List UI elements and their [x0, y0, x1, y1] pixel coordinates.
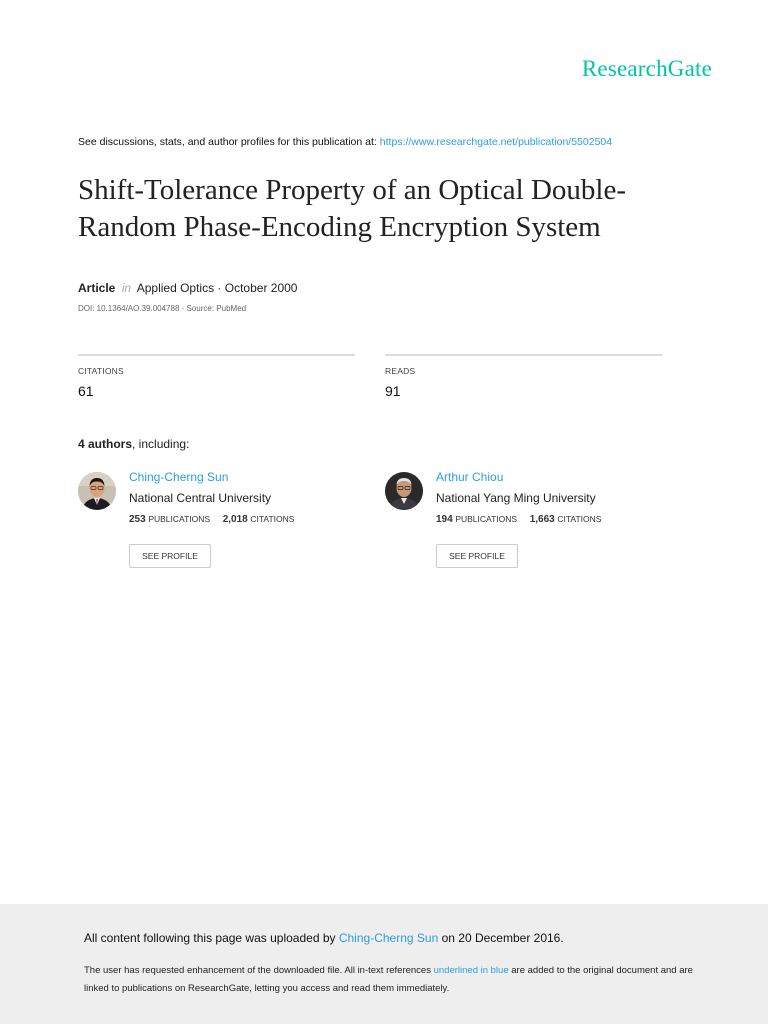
author-publications-count: 253 [129, 514, 146, 525]
upload-prefix: All content following this page was uploaded by [84, 931, 336, 945]
note-link[interactable]: underlined in blue [433, 965, 509, 976]
upload-notice [84, 931, 564, 945]
see-profile-button[interactable]: SEE PROFILE [436, 544, 518, 568]
note-suffix: are added to the original document and are linked to publications on ResearchGate, letting you access and read them immediately. [84, 965, 693, 994]
meta-in-label: in [121, 281, 132, 295]
author-stats [129, 514, 294, 525]
author-institution: National Yang Ming University [436, 491, 596, 505]
author-photo-icon [78, 472, 116, 510]
enhancement-note [84, 962, 704, 998]
author-photo-icon [385, 472, 423, 510]
author-publications-label: PUBLICATIONS [455, 514, 518, 524]
see-profile-button[interactable]: SEE PROFILE [129, 544, 211, 568]
researchgate-logo[interactable]: ResearchGate [581, 56, 712, 81]
author-stats [436, 514, 601, 525]
authors-count: 4 authors [78, 437, 133, 451]
publication-meta [78, 281, 297, 295]
author-citations-label: CITATIONS [250, 514, 295, 524]
author-card [385, 470, 685, 580]
author-citations-count: 2,018 [222, 514, 248, 525]
author-citations-count: 1,663 [529, 514, 555, 525]
note-prefix: The user has requested enhancement of the downloaded file. All in-text references [84, 965, 431, 976]
author-name-link[interactable]: Arthur Chiou [436, 470, 504, 484]
author-info [129, 470, 294, 525]
journal-date: Applied Optics · October 2000 [136, 281, 298, 295]
doi-source: DOI: 10.1364/AO.39.004788 · Source: PubMed [78, 304, 247, 313]
uploader-link[interactable]: Ching-Cherng Sun [338, 931, 439, 945]
avatar[interactable] [385, 472, 423, 510]
reads-count: 91 [385, 383, 401, 399]
publication-url-link[interactable]: https://www.researchgate.net/publication/5502504 [379, 136, 613, 148]
title-line-1: Shift-Tolerance Property of an Optical Double- [78, 174, 626, 206]
upload-suffix: on 20 December 2016. [441, 931, 564, 945]
avatar[interactable] [78, 472, 116, 510]
page-title [78, 172, 718, 246]
publication-type: Article [78, 281, 116, 295]
author-citations-label: CITATIONS [557, 514, 602, 524]
reads-stat [385, 354, 662, 399]
author-info [436, 470, 601, 525]
authors-suffix: , including: [132, 437, 190, 451]
author-name-link[interactable]: Ching-Cherng Sun [129, 470, 229, 484]
reads-label: READS [385, 366, 416, 376]
author-publications-label: PUBLICATIONS [148, 514, 211, 524]
authors-header [78, 437, 189, 451]
author-card [78, 470, 378, 580]
title-line-2: Random Phase-Encoding Encryption System [78, 211, 601, 243]
citations-count: 61 [78, 383, 94, 399]
author-institution: National Central University [129, 491, 272, 505]
citations-label: CITATIONS [78, 366, 124, 376]
discussions-line [78, 136, 718, 148]
citations-stat [78, 354, 355, 399]
footer [0, 904, 768, 1024]
author-publications-count: 194 [436, 514, 453, 525]
discussions-text: See discussions, stats, and author profiles for this publication at: [78, 136, 377, 148]
